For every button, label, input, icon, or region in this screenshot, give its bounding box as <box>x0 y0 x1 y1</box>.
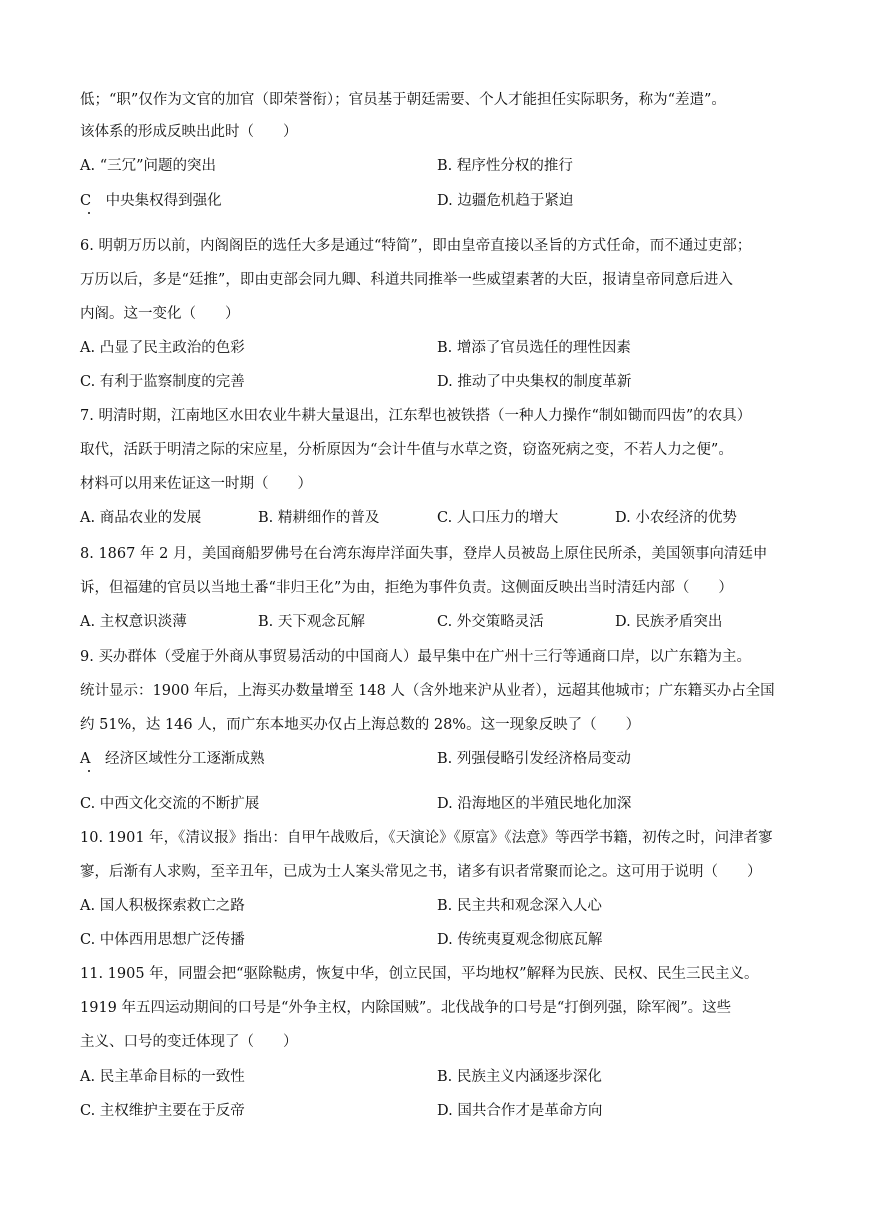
q10-option-d[interactable]: D. 传统夷夏观念彻底瓦解 <box>437 932 603 948</box>
q10-option-c[interactable]: C. 中体西用思想广泛传播 <box>80 932 245 948</box>
q6-stem-line-2: 万历以后，多是“廷推”，即由吏部会同九卿、科道共同推举一些威望素著的大臣，报请皇帝同意后进入 <box>80 272 733 288</box>
q7-stem-line-3: 材料可以用来佐证这一时期（ ） <box>80 476 312 492</box>
q7-option-a[interactable]: A. 商品农业的发展 <box>80 510 202 526</box>
q8-option-c[interactable]: C. 外交策略灵活 <box>437 614 544 630</box>
q8-stem-line-1: 8. 1867 年 2 月，美国商船罗佛号在台湾东海岸洋面失事，登岸人员被岛上原住民所杀，美国领事向清廷申 <box>80 546 768 562</box>
q10-option-a[interactable]: A. 国人积极探索救亡之路 <box>80 898 245 914</box>
q9-option-d[interactable]: D. 沿海地区的半殖民地化加深 <box>437 796 632 812</box>
q9-option-b[interactable]: B. 列强侵略引发经济格局变动 <box>437 751 631 767</box>
q11-stem-line-1: 11. 1905 年，同盟会把“驱除鞑虏，恢复中华，创立民国，平均地权”解释为民族、民权、民生三民主义。 <box>80 966 759 982</box>
q7-option-d[interactable]: D. 小农经济的优势 <box>615 510 737 526</box>
q5-option-a[interactable]: A. “三冗”问题的突出 <box>80 158 217 174</box>
q6-option-b[interactable]: B. 增添了官员选任的理性因素 <box>437 340 631 356</box>
q6-option-d[interactable]: D. 推动了中央集权的制度革新 <box>437 374 632 390</box>
q6-option-a[interactable]: A. 凸显了民主政治的色彩 <box>80 340 245 356</box>
q5-option-d[interactable]: D. 边疆危机趋于紧迫 <box>437 193 574 209</box>
q6-option-c[interactable]: C. 有利于监察制度的完善 <box>80 374 245 390</box>
q5-option-b[interactable]: B. 程序性分权的推行 <box>437 158 573 174</box>
q9-stem-line-1: 9. 买办群体（受雇于外商从事贸易活动的中国商人）最早集中在广州十三行等通商口岸，以广东籍为主。 <box>80 649 751 665</box>
q11-option-d[interactable]: D. 国共合作才是革命方向 <box>437 1103 603 1119</box>
stray-dot-mark <box>88 212 90 214</box>
q11-option-b[interactable]: B. 民族主义内涵逐步深化 <box>437 1069 602 1085</box>
q9-option-c[interactable]: C. 中西文化交流的不断扩展 <box>80 796 260 812</box>
q7-option-c[interactable]: C. 人口压力的增大 <box>437 510 559 526</box>
q6-stem-line-1: 6. 明朝万历以前，内阁阁臣的选任大多是通过“特简”，即由皇帝直接以圣旨的方式任命，而不通过吏部； <box>80 238 752 254</box>
q5-stem-line-1: 低；“职”仅作为文官的加官（即荣誉衔）；官员基于朝廷需要、个人才能担任实际职务，称为“差遣”。 <box>80 92 726 108</box>
q9-stem-line-3: 约 51%，达 146 人，而广东本地买办仅占上海总数的 28%。这一现象反映了（ ） <box>80 717 641 733</box>
q11-option-c[interactable]: C. 主权维护主要在于反帝 <box>80 1103 245 1119</box>
q7-stem-line-2: 取代，活跃于明清之际的宋应星，分析原因为“会计牛值与水草之资，窃盗死病之变，不若人力之便”。 <box>80 442 733 458</box>
q10-stem-line-1: 10. 1901 年，《清议报》指出：自甲午战败后，《天演论》《原富》《法意》等西学书籍，初传之时，问津者寥 <box>80 830 773 846</box>
q6-stem-line-3: 内阁。这一变化（ ） <box>80 306 240 322</box>
q8-option-b[interactable]: B. 天下观念瓦解 <box>258 614 365 630</box>
q9-option-a[interactable]: A 经济区域性分工逐渐成熟 <box>80 751 265 767</box>
stray-dot-mark <box>88 770 90 772</box>
q10-stem-line-2: 寥，后渐有人求购，至辛丑年，已成为士人案头常见之书，诸多有识者常聚而论之。这可用于说明（ ） <box>80 864 762 880</box>
q8-option-d[interactable]: D. 民族矛盾突出 <box>615 614 723 630</box>
q7-option-b[interactable]: B. 精耕细作的普及 <box>258 510 380 526</box>
q8-option-a[interactable]: A. 主权意识淡薄 <box>80 614 187 630</box>
q10-option-b[interactable]: B. 民主共和观念深入人心 <box>437 898 602 914</box>
q5-option-c[interactable]: C 中央集权得到强化 <box>80 193 222 209</box>
q11-stem-line-2: 1919 年五四运动期间的口号是“外争主权，内除国贼”。北伐战争的口号是“打倒列强，除军阀”。这些 <box>80 1000 732 1016</box>
q5-stem-line-2: 该体系的形成反映出此时（ ） <box>80 124 298 140</box>
q8-stem-line-2: 诉，但福建的官员以当地土番“非归王化”为由，拒绝为事件负责。这侧面反映出当时清廷内部（ ） <box>80 580 733 596</box>
q9-stem-line-2: 统计显示：1900 年后，上海买办数量增至 148 人（含外地来沪从业者），远超其他城市；广东籍买办占全国 <box>80 683 775 699</box>
q11-stem-line-3: 主义、口号的变迁体现了（ ） <box>80 1034 298 1050</box>
q7-stem-line-1: 7. 明清时期，江南地区水田农业牛耕大量退出，江东犁也被铁搭（一种人力操作“制如锄而四齿”的农具） <box>80 408 752 424</box>
q11-option-a[interactable]: A. 民主革命目标的一致性 <box>80 1069 245 1085</box>
